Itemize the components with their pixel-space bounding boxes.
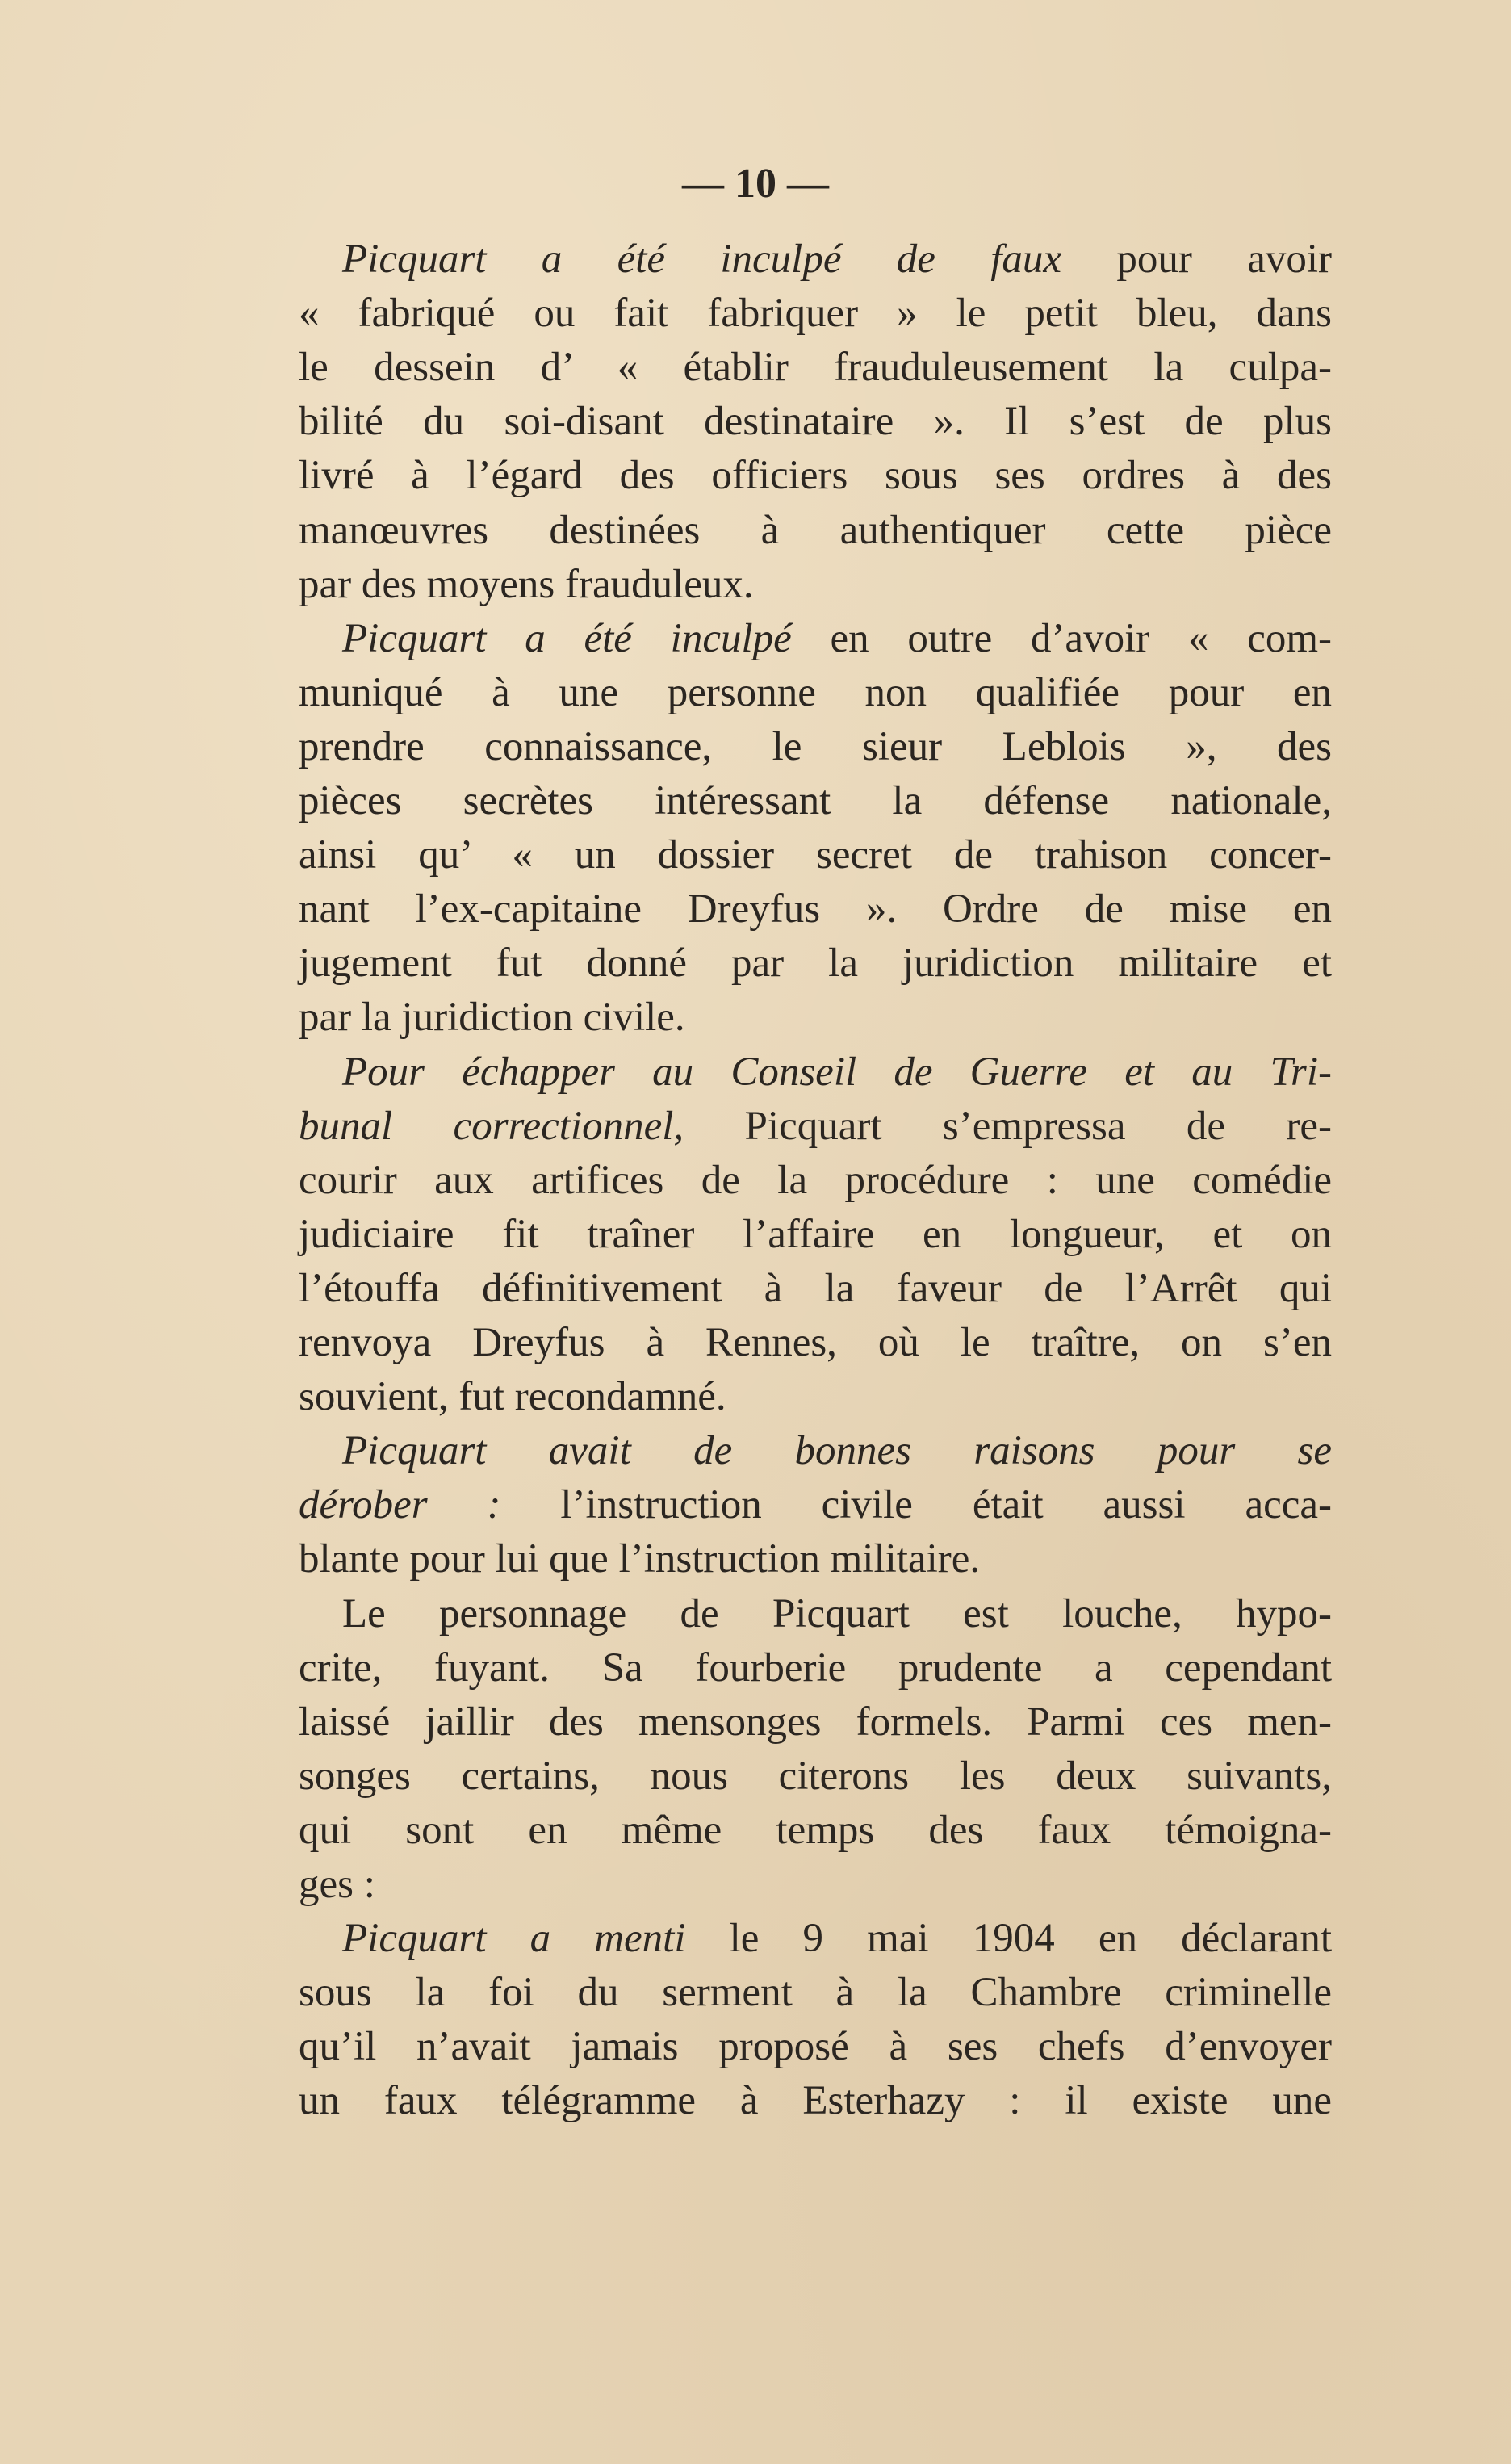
text-segment: le dessein d’ « établir frauduleusement la culpa- [299, 345, 1332, 391]
text-line [299, 1316, 1332, 1369]
text-line [299, 1804, 1332, 1857]
text-segment: par la juridiction civile. [299, 995, 685, 1041]
page-number: — 10 — [682, 161, 829, 207]
text-segment: laissé jaillir des mensonges formels. Parmi ces men- [299, 1699, 1332, 1745]
text-segment: qu’il n’avait jamais proposé à ses chefs d’envoyer [299, 2024, 1332, 2070]
italic-text: bunal correctionnel, [299, 1103, 684, 1149]
text-segment: par des moyens frauduleux. [299, 561, 754, 607]
text-line [299, 558, 1332, 611]
text-segment: ainsi qu’ « un dossier secret de trahison concer- [299, 832, 1332, 878]
text-line [299, 449, 1332, 502]
text-segment: renvoya Dreyfus à Rennes, où le traître, on s’en [299, 1320, 1332, 1365]
italic-text: Picquart a été inculpé [342, 615, 792, 661]
text-segment: qui sont en même temps des faux témoigna- [299, 1807, 1332, 1853]
text-line [299, 2074, 1332, 2127]
text-segment: crite, fuyant. Sa fourberie prudente a cependant [299, 1645, 1332, 1691]
text-segment: courir aux artifices de la procédure : une comédie [299, 1157, 1332, 1203]
text-segment: un faux télégramme à Esterhazy : il existe une [299, 2078, 1332, 2124]
text-segment: jugement fut donné par la juridiction militaire et [299, 941, 1332, 987]
text-segment: prendre connaissance, le sieur Leblois », des [299, 723, 1332, 769]
text-line [299, 720, 1332, 773]
text-line [299, 1966, 1332, 2019]
text-line [299, 1641, 1332, 1695]
italic-text: Pour échapper au Conseil de Guerre et au Tri- [342, 1049, 1332, 1095]
text-line [299, 991, 1332, 1044]
text-segment: manœuvres destinées à authentiquer cette pièce [299, 507, 1332, 553]
text-line [299, 1154, 1332, 1207]
text-line [299, 828, 1332, 882]
text-line [299, 395, 1332, 448]
italic-text: Picquart avait de bonnes raisons pour se [342, 1428, 1332, 1474]
text-segment: l’étouffa définitivement à la faveur de l’Arrêt qui [299, 1265, 1332, 1311]
text-segment: pour avoir [1061, 237, 1332, 282]
italic-text: dérober : [299, 1482, 501, 1528]
text-line [342, 233, 1332, 286]
text-segment: Le personnage de Picquart est louche, hypo- [342, 1590, 1332, 1636]
text-segment: songes certains, nous citerons les deux suivants, [299, 1753, 1332, 1799]
text-line [299, 1370, 1332, 1423]
text-segment: le 9 mai 1904 en déclarant [685, 1916, 1332, 1962]
text-line [299, 1750, 1332, 1803]
text-segment: blante pour lui que l’instruction militaire. [299, 1536, 981, 1582]
text-line [299, 1478, 1332, 1532]
text-line [299, 341, 1332, 394]
text-line [299, 774, 1332, 828]
text-line [299, 882, 1332, 936]
text-line [299, 937, 1332, 990]
text-line [299, 1532, 1332, 1586]
text-line [342, 1046, 1332, 1099]
text-line [299, 1100, 1332, 1153]
text-segment: Picquart s’empressa de re- [684, 1103, 1332, 1149]
text-segment: « fabriqué ou fait fabriquer » le petit bleu, dans [299, 291, 1332, 337]
text-segment: nant l’ex-capitaine Dreyfus ». Ordre de mise en [299, 886, 1332, 932]
text-segment: en outre d’avoir « com- [791, 615, 1332, 661]
text-line [299, 504, 1332, 557]
text-segment: livré à l’égard des officiers sous ses ordres à des [299, 453, 1332, 499]
text-line [299, 1858, 1332, 1911]
text-line [342, 1424, 1332, 1477]
text-segment: bilité du soi-disant destinataire ». Il s’est de plus [299, 399, 1332, 445]
italic-text: Picquart a été inculpé de faux [342, 237, 1062, 282]
text-segment: souvient, fut recondamné. [299, 1374, 726, 1420]
text-line [342, 612, 1332, 665]
text-segment: pièces secrètes intéressant la défense nationale, [299, 778, 1332, 823]
text-line [299, 1208, 1332, 1261]
text-line [299, 287, 1332, 340]
text-segment: sous la foi du serment à la Chambre criminelle [299, 1970, 1332, 2016]
text-line [299, 1262, 1332, 1315]
text-segment: ges : [299, 1862, 375, 1907]
text-line [342, 1587, 1332, 1641]
text-line [299, 666, 1332, 719]
text-line [342, 1912, 1332, 1965]
text-line [299, 2020, 1332, 2073]
text-line [299, 1695, 1332, 1749]
text-segment: muniqué à une personne non qualifiée pour en [299, 669, 1332, 715]
text-segment: judiciaire fit traîner l’affaire en longueur, et on [299, 1211, 1332, 1257]
text-segment: l’instruction civile était aussi acca- [500, 1482, 1332, 1528]
italic-text: Picquart a menti [342, 1916, 686, 1962]
